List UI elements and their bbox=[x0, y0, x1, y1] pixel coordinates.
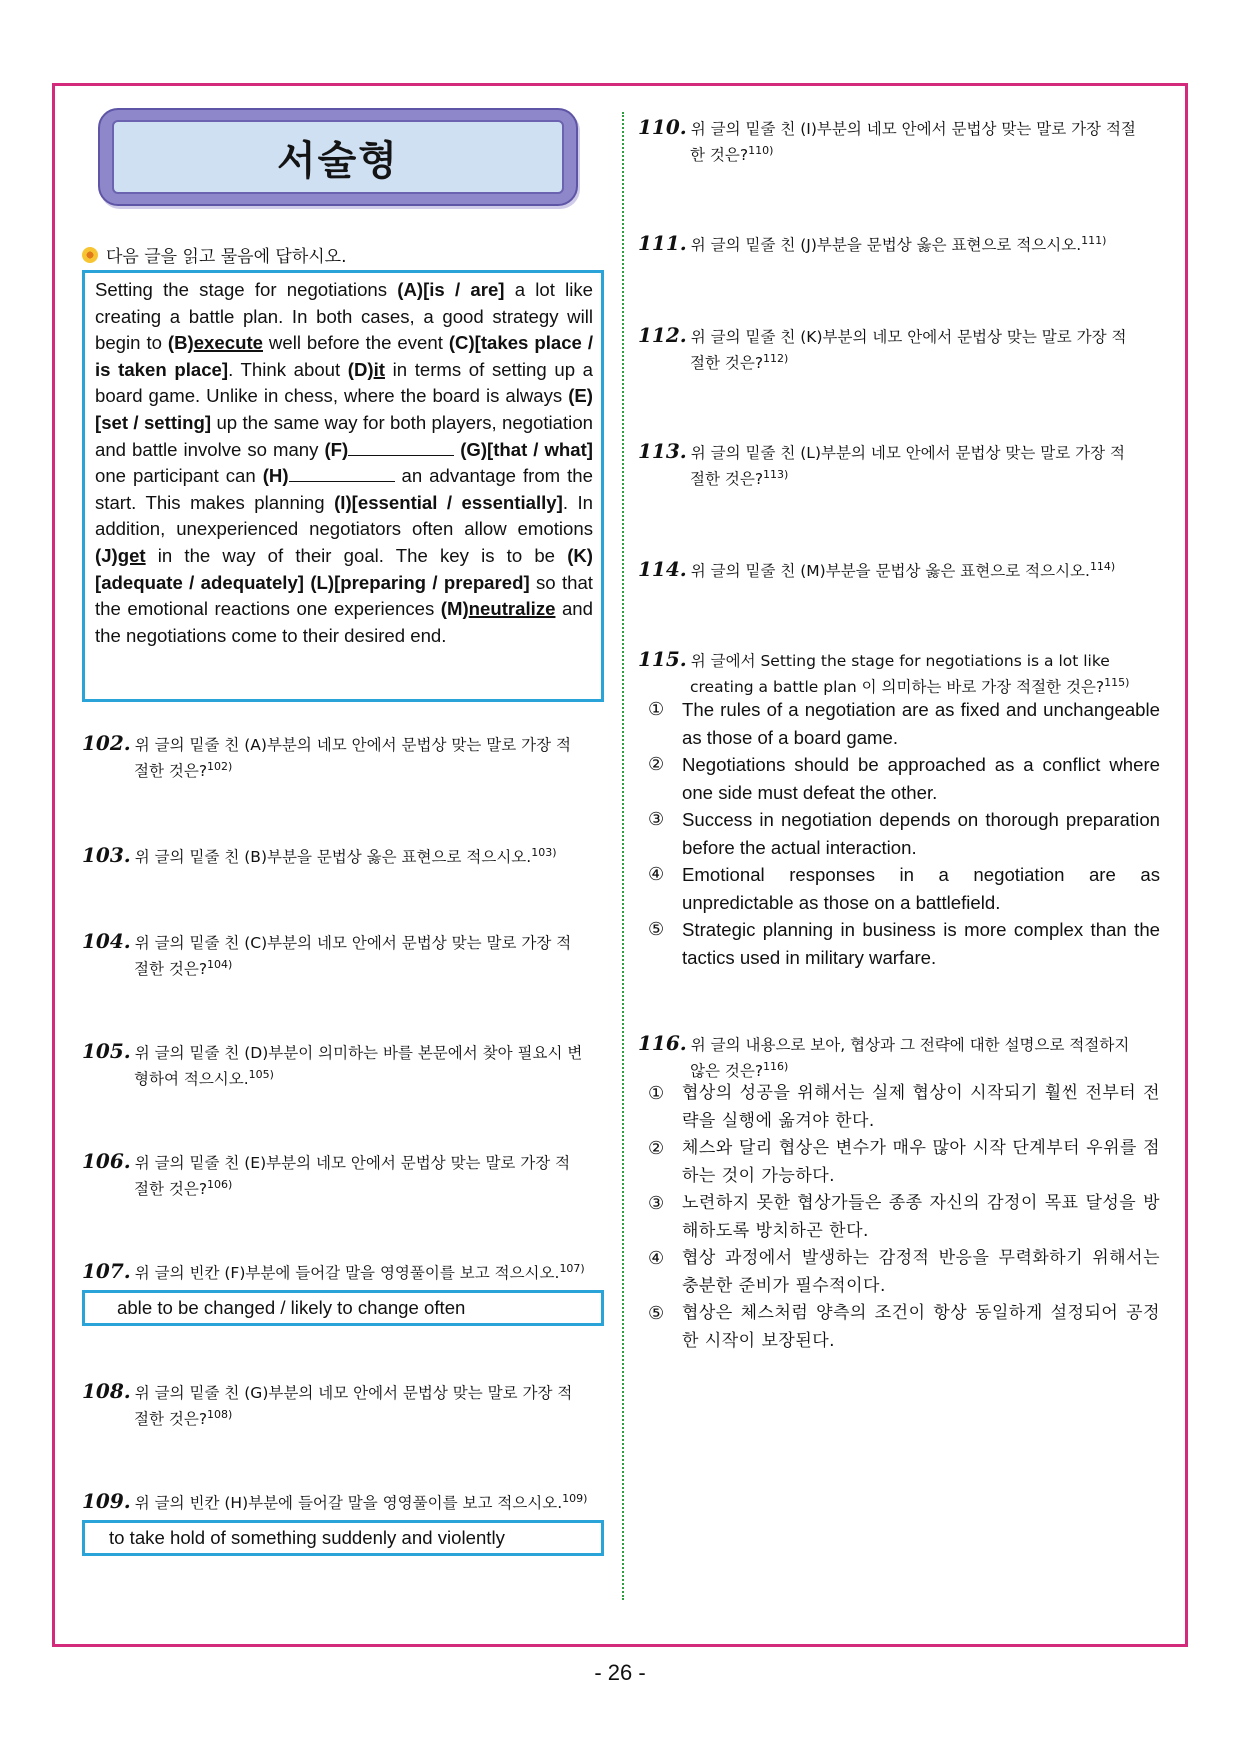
question-115 bbox=[638, 648, 1160, 698]
footnote-ref: 116) bbox=[763, 1060, 789, 1073]
question-text: 위 글의 내용으로 보아, 협상과 그 전략에 대한 설명으로 적절하지 bbox=[690, 1036, 1130, 1054]
question-text: 위 글에서 Setting the stage for negotiations is a lot like bbox=[690, 652, 1110, 670]
question-number: 104. bbox=[82, 929, 131, 953]
passage-text: Setting the stage for negotiations bbox=[95, 279, 398, 300]
question-text: 위 글의 밑줄 친 (K)부분의 네모 안에서 문법상 맞는 말로 가장 적 bbox=[690, 328, 1127, 346]
question-number: 113. bbox=[638, 439, 687, 463]
choice-marker: ① bbox=[648, 699, 665, 720]
blank-f bbox=[348, 437, 454, 456]
choice-list-116 bbox=[640, 1080, 1160, 1355]
footnote-ref: 110) bbox=[748, 144, 774, 157]
question-text: 위 글의 밑줄 친 (G)부분의 네모 안에서 문법상 맞는 말로 가장 적 bbox=[134, 1384, 573, 1402]
passage-label-m: (M) bbox=[440, 598, 469, 620]
choice-marker: ② bbox=[648, 754, 665, 775]
flower-icon bbox=[82, 247, 98, 263]
choice-text: 노련하지 못한 협상가들은 종종 자신의 감정이 목표 달성을 방해하도록 방치하곤 한다. bbox=[682, 1193, 1160, 1241]
choice-2[interactable] bbox=[640, 751, 1160, 806]
choice-marker: ⑤ bbox=[648, 919, 665, 940]
footnote-ref: 103) bbox=[531, 846, 557, 859]
question-number: 110. bbox=[638, 115, 687, 139]
choice-text: 체스와 달리 협상은 변수가 매우 많아 시작 단계부터 우위를 점하는 것이 가능하다. bbox=[682, 1138, 1160, 1186]
passage-text: in terms of setting up a board game. Unlike in chess, where the board is always bbox=[95, 358, 594, 407]
choice-text: Emotional responses in a negotiation are as unpredictable as those on a battlefield. bbox=[682, 864, 1160, 913]
section-title: 서술형 bbox=[277, 137, 399, 184]
choice-marker: ⑤ bbox=[648, 1303, 665, 1324]
choice-3[interactable] bbox=[640, 1190, 1160, 1245]
page-number: - 26 - bbox=[594, 1660, 646, 1685]
question-text: 위 글의 밑줄 친 (J)부분을 문법상 옳은 표현으로 적으시오. bbox=[690, 236, 1082, 255]
question-text: 위 글의 밑줄 친 (A)부분의 네모 안에서 문법상 맞는 말로 가장 적 bbox=[134, 736, 571, 754]
choice-1[interactable] bbox=[640, 696, 1160, 751]
question-text: 위 글의 빈칸 (F)부분에 들어갈 말을 영영풀이를 보고 적으시오. bbox=[134, 1264, 560, 1283]
footnote-ref: 112) bbox=[763, 352, 789, 365]
passage-text: a lot like creating a battle plan. In both cases, a good strategy will begin to bbox=[95, 279, 593, 354]
blank-h bbox=[289, 463, 395, 482]
question-text: 절한 것은? bbox=[134, 960, 208, 979]
choice-list-115 bbox=[640, 696, 1160, 971]
question-109 bbox=[82, 1488, 604, 1514]
footnote-ref: 111) bbox=[1081, 234, 1107, 247]
question-number: 103. bbox=[82, 843, 131, 868]
choice-1[interactable] bbox=[640, 1080, 1160, 1135]
passage-underline-b: execute bbox=[193, 332, 263, 354]
passage-bracket-c: (C)[takes place / is taken place] bbox=[95, 332, 593, 380]
question-text: 절한 것은? bbox=[134, 1410, 208, 1429]
question-number: 111. bbox=[638, 231, 687, 256]
question-103 bbox=[82, 842, 604, 868]
question-text: 형하여 적으시오. bbox=[134, 1070, 249, 1089]
question-number: 107. bbox=[82, 1259, 131, 1284]
question-108 bbox=[82, 1380, 604, 1430]
choice-text: Strategic planning in business is more complex than the tactics used in military warfare. bbox=[682, 919, 1160, 968]
question-104 bbox=[82, 930, 604, 980]
passage-text: well before the event bbox=[262, 332, 449, 354]
footnote-ref: 109) bbox=[562, 1492, 588, 1505]
choice-text: Negotiations should be approached as a conflict where one side must defeat the other. bbox=[682, 754, 1160, 803]
question-113 bbox=[638, 440, 1160, 490]
footnote-ref: 104) bbox=[207, 958, 233, 971]
question-text: 위 글의 밑줄 친 (E)부분의 네모 안에서 문법상 맞는 말로 가장 적 bbox=[134, 1154, 571, 1172]
question-text: 절한 것은? bbox=[134, 762, 208, 781]
question-number: 105. bbox=[82, 1039, 131, 1063]
passage-text: up the same way for both players, negotiation and battle involve so many bbox=[95, 411, 593, 460]
passage-label-j: (J) bbox=[95, 544, 118, 566]
question-text: 한 것은? bbox=[690, 146, 749, 165]
passage-text: in the way of their goal. The key is to be bbox=[145, 544, 568, 566]
passage-label-f: (F) bbox=[324, 438, 349, 460]
question-text: 위 글의 밑줄 친 (I)부분의 네모 안에서 문법상 맞는 말로 가장 적절 bbox=[690, 120, 1136, 138]
passage-underline-m: neutralize bbox=[468, 598, 556, 620]
instruction-text: 다음 글을 읽고 물음에 답하시오. bbox=[106, 247, 347, 267]
instruction bbox=[82, 242, 347, 267]
passage-label-h: (H) bbox=[262, 465, 289, 487]
passage-text: one participant can bbox=[95, 465, 263, 487]
choice-marker: ① bbox=[648, 1083, 665, 1104]
choice-4[interactable] bbox=[640, 1245, 1160, 1300]
footnote-ref: 106) bbox=[207, 1178, 233, 1191]
choice-marker: ③ bbox=[648, 809, 665, 830]
question-number: 102. bbox=[82, 731, 131, 755]
question-text: 위 글의 밑줄 친 (D)부분이 의미하는 바를 본문에서 찾아 필요시 변 bbox=[134, 1044, 583, 1062]
passage-bracket-l: (L)[preparing / prepared] bbox=[310, 571, 530, 593]
section-title-inner bbox=[112, 120, 564, 194]
choice-marker: ② bbox=[648, 1138, 665, 1159]
footnote-ref: 115) bbox=[1104, 676, 1130, 689]
passage-bracket-i: (I)[essential / essentially] bbox=[334, 491, 563, 513]
question-number: 116. bbox=[638, 1031, 687, 1055]
question-text: 않은 것은? bbox=[690, 1062, 764, 1081]
footnote-ref: 114) bbox=[1089, 560, 1116, 573]
choice-5[interactable] bbox=[640, 916, 1160, 971]
passage-text: an advantage from the start. This makes planning bbox=[95, 465, 593, 513]
choice-2[interactable] bbox=[640, 1135, 1160, 1190]
choice-5[interactable] bbox=[640, 1300, 1160, 1355]
question-number: 112. bbox=[638, 323, 687, 347]
choice-text: 협상은 체스처럼 양측의 조건이 항상 동일하게 설정되어 공정한 시작이 보장된다. bbox=[682, 1303, 1160, 1351]
question-107 bbox=[82, 1258, 604, 1284]
choice-text: 협상의 성공을 위해서는 실제 협상이 시작되기 훨씬 전부터 전략을 실행에 옮겨야 한다. bbox=[682, 1083, 1160, 1131]
question-number: 109. bbox=[82, 1489, 131, 1514]
passage-text: . In addition, unexperienced negotiators often allow emotions bbox=[95, 491, 593, 540]
question-number: 115. bbox=[638, 647, 687, 671]
passage-label-d: (D) bbox=[347, 358, 374, 380]
footnote-ref: 105) bbox=[248, 1068, 274, 1081]
passage-bracket-a: (A)[is / are] bbox=[397, 279, 505, 300]
passage-bracket-e: (E)[set / setting] bbox=[95, 385, 593, 433]
choice-text: The rules of a negotiation are as fixed and unchangeable as those of a board game. bbox=[682, 699, 1160, 748]
passage-text: . Think about bbox=[228, 358, 348, 380]
section-title-badge bbox=[98, 108, 578, 206]
passage-bracket-g: (G)[that / what] bbox=[460, 438, 593, 460]
question-number: 108. bbox=[82, 1379, 131, 1403]
question-114 bbox=[638, 556, 1160, 582]
question-111 bbox=[638, 230, 1160, 256]
choice-text: 협상 과정에서 발생하는 감정적 반응을 무력화하기 위해서는 충분한 준비가 필수적이다. bbox=[682, 1248, 1160, 1296]
question-text: creating a battle plan 이 의미하는 바로 가장 적절한 것은? bbox=[690, 678, 1105, 697]
definition-text: able to be changed / likely to change often bbox=[117, 1297, 466, 1318]
question-112 bbox=[638, 324, 1160, 374]
question-text: 위 글의 밑줄 친 (L)부분의 네모 안에서 문법상 맞는 말로 가장 적 bbox=[690, 444, 1125, 462]
footnote-ref: 102) bbox=[207, 760, 233, 773]
question-106 bbox=[82, 1150, 604, 1200]
column-divider bbox=[622, 112, 624, 1600]
question-text: 절한 것은? bbox=[134, 1180, 208, 1199]
question-text: 위 글의 밑줄 친 (M)부분을 문법상 옳은 표현으로 적으시오. bbox=[690, 562, 1090, 581]
passage-text: so that the emotional reactions one experiences bbox=[95, 571, 593, 620]
footnote-ref: 107) bbox=[559, 1262, 585, 1275]
passage-underline-j: get bbox=[117, 544, 146, 566]
question-110 bbox=[638, 116, 1160, 166]
choice-marker: ④ bbox=[648, 1248, 665, 1269]
passage-label-b: (B) bbox=[167, 332, 194, 354]
question-text: 위 글의 빈칸 (H)부분에 들어갈 말을 영영풀이를 보고 적으시오. bbox=[134, 1494, 563, 1513]
question-number: 114. bbox=[638, 557, 687, 582]
passage-box bbox=[82, 270, 604, 702]
question-116 bbox=[638, 1032, 1160, 1082]
choice-marker: ④ bbox=[648, 864, 665, 885]
choice-3[interactable] bbox=[640, 806, 1160, 861]
choice-marker: ③ bbox=[648, 1193, 665, 1214]
passage-bracket-k: (K)[adequate / adequately] bbox=[95, 544, 593, 593]
definition-text: to take hold of something suddenly and violently bbox=[109, 1527, 505, 1548]
passage-text: and the negotiations come to their desired end. bbox=[95, 598, 593, 646]
definition-box-107 bbox=[82, 1290, 604, 1326]
passage-underline-d: it bbox=[373, 358, 385, 380]
choice-4[interactable] bbox=[640, 861, 1160, 916]
question-102 bbox=[82, 732, 604, 782]
question-text: 절한 것은? bbox=[690, 470, 764, 489]
footnote-ref: 113) bbox=[763, 468, 789, 481]
question-text: 위 글의 밑줄 친 (B)부분을 문법상 옳은 표현으로 적으시오. bbox=[134, 848, 532, 867]
footnote-ref: 108) bbox=[207, 1408, 233, 1421]
question-105 bbox=[82, 1040, 604, 1090]
question-number: 106. bbox=[82, 1149, 131, 1173]
question-text: 위 글의 밑줄 친 (C)부분의 네모 안에서 문법상 맞는 말로 가장 적 bbox=[134, 934, 572, 952]
question-text: 절한 것은? bbox=[690, 354, 764, 373]
definition-box-109 bbox=[82, 1520, 604, 1556]
choice-text: Success in negotiation depends on thorough preparation before the actual interaction. bbox=[682, 809, 1160, 858]
